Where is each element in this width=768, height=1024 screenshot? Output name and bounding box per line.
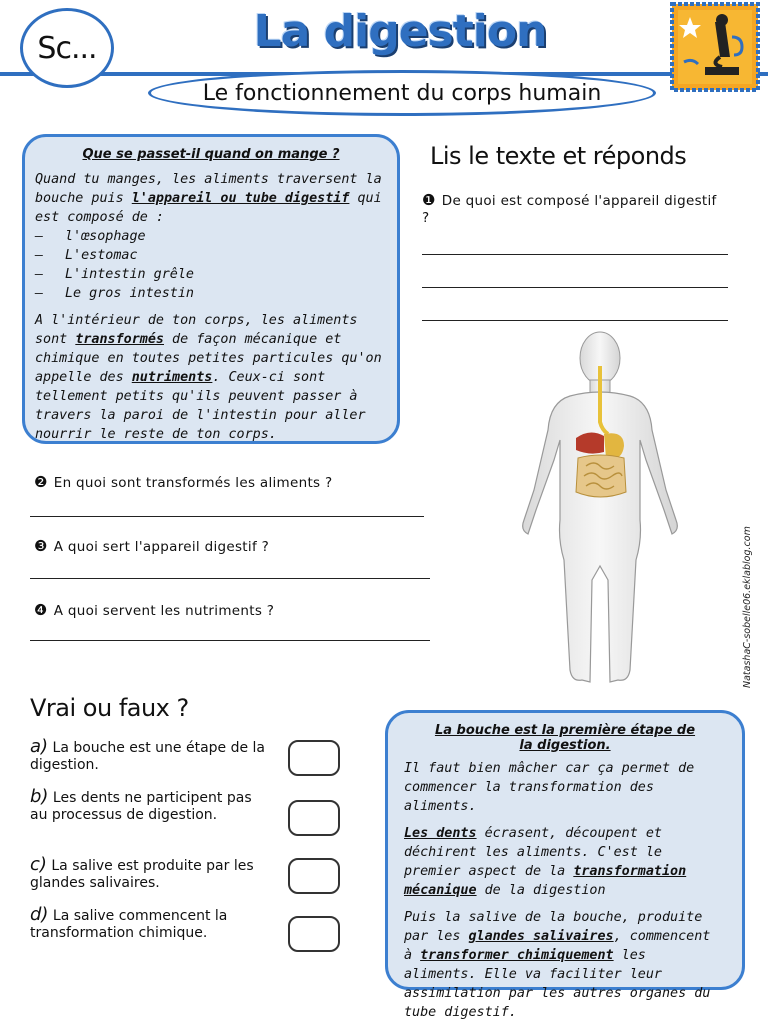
- item-letter: d): [30, 904, 49, 925]
- question-4: [34, 602, 414, 620]
- true-false-item: [30, 738, 270, 774]
- text: de la digestion: [476, 883, 606, 898]
- mouth-box-title: [404, 723, 726, 753]
- item-letter: c): [30, 854, 47, 875]
- list-item: [35, 284, 387, 303]
- answer-box[interactable]: [288, 858, 340, 894]
- answer-line[interactable]: [30, 578, 430, 579]
- underlined-term: transformer chimiquement: [420, 948, 614, 963]
- text: les aliments. Elle va faciliter leur assimilation par les autres organes du tube digestif.: [404, 948, 711, 1020]
- number-icon: ❹: [34, 601, 48, 619]
- mouth-paragraph-3: [404, 908, 726, 1022]
- text: de façon mécanique et chimique en toutes petites particules qu'on appelle des: [35, 332, 382, 385]
- item-text: La bouche est une étape de la digestion.: [30, 740, 266, 773]
- title-line: la digestion.: [519, 738, 611, 753]
- text: écrasent, découpent et déchirent les aliments. C'est le premier aspect de la: [404, 826, 662, 879]
- question-1: [422, 192, 722, 227]
- item-letter: a): [30, 736, 49, 757]
- number-icon: ❷: [34, 473, 48, 491]
- question-2: [34, 474, 414, 492]
- underlined-term: Les dents: [404, 826, 477, 841]
- question-3: [34, 538, 414, 556]
- page-subtitle-banner: [148, 70, 656, 116]
- intro-text-box: [22, 134, 400, 444]
- true-false-item: [30, 788, 270, 824]
- dash: –: [35, 248, 44, 263]
- answer-line[interactable]: [30, 640, 430, 641]
- intro-box-title: Que se passet-il quand on mange ?: [82, 147, 340, 162]
- subject-label: Sc...: [37, 30, 97, 66]
- list-item: [35, 227, 387, 246]
- question-text: De quoi est composé l'appareil digestif ?: [422, 193, 717, 226]
- dash: –: [35, 229, 44, 244]
- mouth-paragraph-2: [404, 824, 726, 900]
- answer-line[interactable]: [422, 254, 728, 255]
- true-false-item: [30, 856, 270, 892]
- item-text: La salive est produite par les glandes salivaires.: [30, 858, 254, 891]
- underlined-term: glandes salivaires: [468, 929, 614, 944]
- mouth-info-box: [385, 710, 745, 1020]
- author-credit: [736, 520, 756, 690]
- answer-line[interactable]: [422, 320, 728, 321]
- item-text: Les dents ne participent pas au processus de digestion.: [30, 790, 252, 823]
- answer-box[interactable]: [288, 916, 340, 952]
- dash: –: [35, 267, 44, 282]
- question-text: A quoi sert l'appareil digestif ?: [53, 539, 270, 555]
- exercise-heading: Lis le texte et réponds: [430, 142, 687, 170]
- number-icon: ❶: [422, 191, 436, 209]
- answer-line[interactable]: [422, 287, 728, 288]
- organ-list: [35, 227, 387, 303]
- answer-box[interactable]: [288, 800, 340, 836]
- answer-line[interactable]: [30, 516, 424, 517]
- title-line: La bouche est la première étape de: [434, 723, 696, 738]
- list-item-text: Le gros intestin: [65, 286, 194, 301]
- underlined-term: l'appareil ou tube digestif: [131, 191, 350, 206]
- list-item-text: l'œsophage: [65, 229, 146, 244]
- question-text: A quoi servent les nutriments ?: [53, 603, 275, 619]
- underlined-term: transformation mécanique: [404, 864, 687, 898]
- text: , commencent à: [404, 929, 711, 963]
- number-icon: ❸: [34, 537, 48, 555]
- item-letter: b): [30, 786, 49, 807]
- intro-paragraph-2: [35, 311, 387, 444]
- text: . Ceux-ci sont tellement petits qu'ils peuvent passer à travers la paroi de l'intestin pour aller nourrir le reste de ton corps.: [35, 370, 366, 442]
- list-item: [35, 246, 387, 265]
- text: A l'intérieur de ton corps, les aliments sont: [35, 313, 358, 347]
- underlined-term: nutriments: [131, 370, 213, 385]
- author-credit-text: NatashaC-sobelle06.eklablog.com: [742, 526, 753, 688]
- underlined-term: transformés: [75, 332, 164, 347]
- dash: –: [35, 286, 44, 301]
- subject-badge: [20, 8, 114, 88]
- true-false-heading: Vrai ou faux ?: [30, 694, 189, 722]
- answer-box[interactable]: [288, 740, 340, 776]
- list-item-text: L'intestin grêle: [65, 267, 194, 282]
- item-text: La salive commencent la transformation chimique.: [30, 908, 228, 941]
- text: Quand tu manges, les aliments traversent la bouche puis: [35, 172, 382, 206]
- text: qui est composé de :: [35, 191, 382, 225]
- human-body-digestive-system-icon: [500, 330, 700, 690]
- page-subtitle: Le fonctionnement du corps humain: [202, 80, 602, 106]
- true-false-item: [30, 906, 270, 942]
- page-title: La digestion: [253, 6, 547, 57]
- list-item: [35, 265, 387, 284]
- question-text: En quoi sont transformés les aliments ?: [53, 475, 333, 491]
- text: Puis la salive de la bouche, produite par les: [404, 910, 703, 944]
- mouth-paragraph-1: Il faut bien mâcher car ça permet de commencer la transformation des aliments.: [404, 761, 695, 814]
- microscope-icon: [670, 2, 760, 92]
- list-item-text: L'estomac: [65, 248, 138, 263]
- intro-paragraph-1: [35, 170, 387, 227]
